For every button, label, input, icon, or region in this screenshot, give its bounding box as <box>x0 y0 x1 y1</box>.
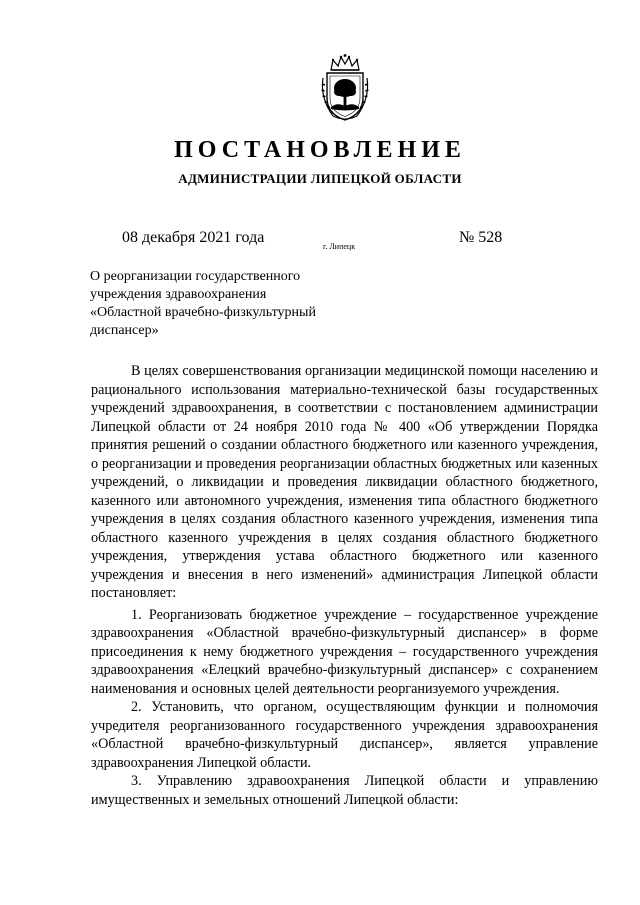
subject-line: учреждения здравоохранения <box>90 287 267 302</box>
body-paragraph-preamble: В целях совершенствования организации медицинской помощи населению и рационального использования материально-технической базы государственных учреждений здравоохранения, в соответствии с постановлением администрации Липецкой области от 24 ноября 2010 года № 400 «Об утверждении Порядка принятия решений о создании областного бюджетного или казенного учреждения, о реорганизации и проведения реорганизации областных бюджетных или казенных учреждений, о ликвидации и проведения ликвидации областного бюджетного, казенного или автономного учреждения, изменения типа областного бюджетного учреждения в целях создания областного казенного учреждения, изменения типа областного казенного учреждения в целях создания областного бюджетного учреждения, утверждения устава областного бюджетного или казенного учреждения и внесения в него изменений» администрация Липецкой области постановляет: <box>91 363 598 601</box>
document-number: № 528 <box>459 229 503 246</box>
lipetsk-coat-of-arms-icon <box>317 52 373 124</box>
subject-line: «Областной врачебно-физкультурный <box>90 305 316 320</box>
body-paragraph-item-2: 2. Установить, что органом, осуществляющим функции и полномочия учредителя реорганизованного государственного учреждения здравоохранения «Областной врачебно-физкультурный диспансер», является управление здравоохранения Липецкой области. <box>91 699 598 771</box>
issuing-authority: АДМИНИСТРАЦИИ ЛИПЕЦКОЙ ОБЛАСТИ <box>178 171 462 186</box>
body-paragraph-item-3: 3. Управлению здравоохранения Липецкой области и управлению имущественных и земельных отношений Липецкой области: <box>91 773 598 808</box>
document-place: г. Липецк <box>323 242 356 251</box>
subject-line: О реорганизации государственного <box>90 269 301 284</box>
document-date: 08 декабря 2021 года <box>122 229 265 246</box>
subject-line: диспансер» <box>90 323 159 338</box>
document-subject <box>90 268 350 340</box>
body-paragraph-item-1: 1. Реорганизовать бюджетное учреждение – государственное учреждение здравоохранения «Областной врачебно-физкультурный диспансер» в форме присоединения к нему бюджетного учреждения – государственного учреждения здравоохранения «Елецкий врачебно-физкультурный диспансер» с сохранением наименования и основных целей деятельности реорганизуемого учреждения. <box>91 606 598 697</box>
document-title: ПОСТАНОВЛЕНИЕ <box>174 137 466 163</box>
document-body <box>91 362 598 809</box>
